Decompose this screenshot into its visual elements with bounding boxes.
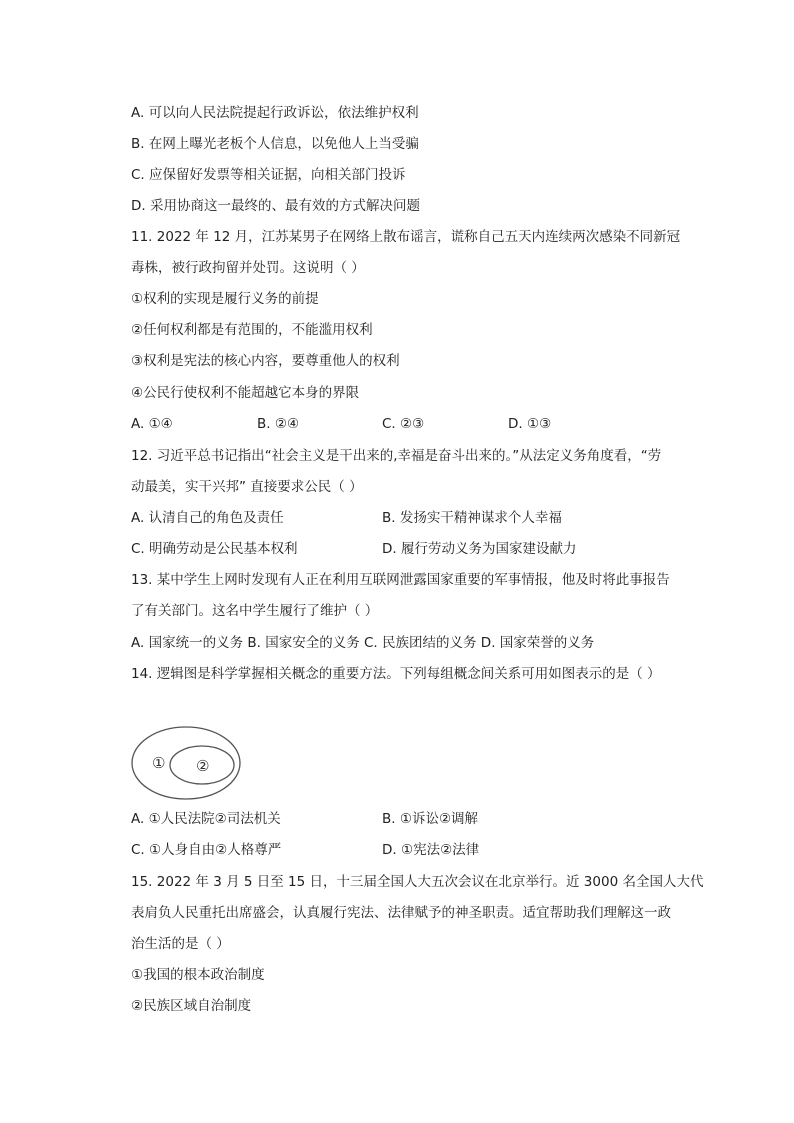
q13-options: A. 国家统一的义务 B. 国家安全的义务 C. 民族团结的义务 D. 国家荣誉的义务 <box>131 635 595 651</box>
q14-option-a: A. ①人民法院②司法机关 <box>131 811 281 827</box>
q11-stem-line2: 毒株，被行政拘留并处罚。这说明（ ） <box>131 260 365 276</box>
q14-stem-line1: 14. 逻辑图是科学掌握相关概念的重要方法。下列每组概念间关系可用如图表示的是（ ） <box>131 666 661 682</box>
q14-option-d: D. ①宪法②法律 <box>382 842 480 858</box>
inner-ellipse-label: ② <box>196 757 210 775</box>
q15-statement-2: ②民族区域自治制度 <box>131 998 252 1014</box>
q10-option-a: A. 可以向人民法院提起行政诉讼，依法维护权利 <box>131 105 419 121</box>
q12-option-b: B. 发扬实干精神谋求个人幸福 <box>382 510 562 526</box>
q10-option-b: B. 在网上曝光老板个人信息，以免他人上当受骗 <box>131 136 419 152</box>
q13-stem-line1: 13. 某中学生上网时发现有人正在利用互联网泄露国家重要的军事情报，他及时将此事报告 <box>131 572 670 588</box>
q14-option-c: C. ①人身自由②人格尊严 <box>131 842 282 858</box>
q12-option-d: D. 履行劳动义务为国家建设献力 <box>382 541 577 557</box>
q11-statement-1: ①权利的实现是履行义务的前提 <box>131 291 319 307</box>
q12-stem-line1: 12. 习近平总书记指出“社会主义是干出来的,幸福是奋斗出来的。”从法定义务角度看，“劳 <box>131 448 662 464</box>
q12-option-a: A. 认清自己的角色及责任 <box>131 510 284 526</box>
outer-ellipse-label: ① <box>152 754 166 772</box>
q10-option-d: D. 采用协商这一最终的、最有效的方式解决问题 <box>131 198 420 214</box>
q11-statement-3: ③权利是宪法的核心内容，要尊重他人的权利 <box>131 353 400 369</box>
q10-option-c: C. 应保留好发票等相关证据，向相关部门投诉 <box>131 167 406 183</box>
q14-option-b: B. ①诉讼②调解 <box>382 811 479 827</box>
q11-option-d: D. ①③ <box>508 416 552 432</box>
q15-statement-1: ①我国的根本政治制度 <box>131 967 265 983</box>
nested-ellipse-diagram <box>130 725 242 801</box>
q15-stem-line1: 15. 2022 年 3 月 5 日至 15 日，十三届全国人大五次会议在北京举行。近 3000 名全国人大代 <box>131 874 704 890</box>
q11-option-b: B. ②④ <box>257 416 300 432</box>
q11-option-c: C. ②③ <box>382 416 425 432</box>
outer-ellipse <box>132 727 240 799</box>
q11-stem-line1: 11. 2022 年 12 月，江苏某男子在网络上散布谣言，谎称自己五天内连续两次感染不同新冠 <box>131 229 681 245</box>
q11-statement-4: ④公民行使权利不能超越它本身的界限 <box>131 385 360 401</box>
q11-option-a: A. ①④ <box>131 416 173 432</box>
q12-stem-line2: 动最美，实干兴邦” 直接要求公民（ ） <box>131 479 363 495</box>
q15-stem-line3: 治生活的是（ ） <box>131 936 230 952</box>
q12-option-c: C. 明确劳动是公民基本权利 <box>131 541 298 557</box>
q15-stem-line2: 表肩负人民重托出席盛会，认真履行宪法、法律赋予的神圣职责。适宜帮助我们理解这一政 <box>131 905 671 921</box>
q11-statement-2: ②任何权利都是有范围的，不能滥用权利 <box>131 322 373 338</box>
q13-stem-line2: 了有关部门。这名中学生履行了维护（ ） <box>131 603 379 619</box>
